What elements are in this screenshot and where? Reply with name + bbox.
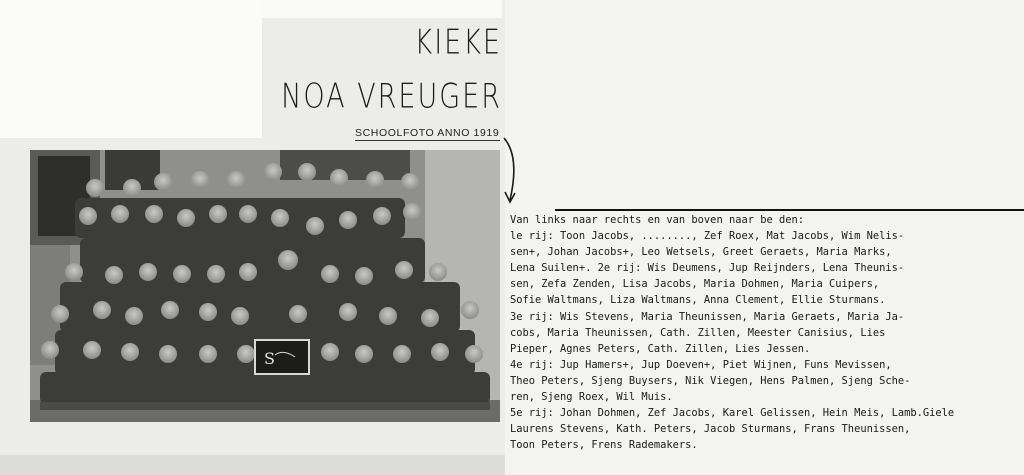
caption-top-rule bbox=[555, 209, 1024, 211]
subheadline-underline bbox=[355, 140, 500, 141]
caption-line: 3e rij: Wis Stevens, Maria Theunissen, Maria Geraets, Maria Ja- bbox=[510, 310, 905, 323]
caption-line: Laurens Stevens, Kath. Peters, Jacob Sturmans, Frans Theunissen, bbox=[510, 423, 911, 436]
caption-line: Lena Suilen+. 2e rij: Wis Deumens, Jup Reijnders, Lena Theunis- bbox=[510, 262, 905, 275]
caption-line: Toon Peters, Frens Rademakers. bbox=[510, 439, 698, 452]
caption-line: 5e rij: Johan Dohmen, Zef Jacobs, Karel Gelissen, Hein Meis, Lamb.Giele bbox=[510, 407, 955, 420]
caption-line: Theo Peters, Sjeng Buysers, Nik Viegen, Hens Palmen, Sjeng Sche- bbox=[510, 374, 911, 387]
headline-line-1: KIEKE bbox=[414, 23, 502, 63]
photo-caption bbox=[510, 212, 1024, 453]
caption-line: 4e rij: Jup Hamers+, Jup Doeven+, Piet Wijnen, Funs Mevissen, bbox=[510, 358, 892, 371]
chalkboard-text: S bbox=[264, 349, 275, 368]
photo-scene bbox=[30, 150, 500, 422]
class-photograph bbox=[30, 150, 500, 422]
chalkboard-sign bbox=[255, 340, 309, 374]
caption-line: ren, Sjeng Roex, Wil Muis. bbox=[510, 391, 673, 404]
caption-line: cobs, Maria Theunissen, Cath. Zillen, Meester Canisius, Lies bbox=[510, 326, 886, 339]
caption-line: le rij: Toon Jacobs, ........, Zef Roex, Mat Jacobs, Wim Nelis- bbox=[510, 230, 905, 243]
caption-line: Van links naar rechts en van boven naar be den: bbox=[510, 214, 805, 226]
blank-paper-strip bbox=[262, 0, 502, 18]
blank-paper-area bbox=[0, 0, 262, 138]
caption-line: Sofie Waltmans, Liza Waltmans, Anna Clement, Ellie Sturmans. bbox=[510, 294, 886, 307]
caption-line: Pieper, Agnes Peters, Cath. Zillen, Lies Jessen. bbox=[510, 342, 811, 355]
headline-line-2: NOA VREUGER bbox=[281, 77, 502, 117]
subheadline: SCHOOLFOTO ANNO 1919 bbox=[355, 127, 500, 139]
caption-line: sen, Zefa Zenden, Lisa Jacobs, Maria Dohmen, Maria Cuipers, bbox=[510, 278, 880, 291]
caption-line: sen+, Johan Jacobs+, Leo Wetsels, Greet Geraets, Maria Marks, bbox=[510, 246, 892, 259]
